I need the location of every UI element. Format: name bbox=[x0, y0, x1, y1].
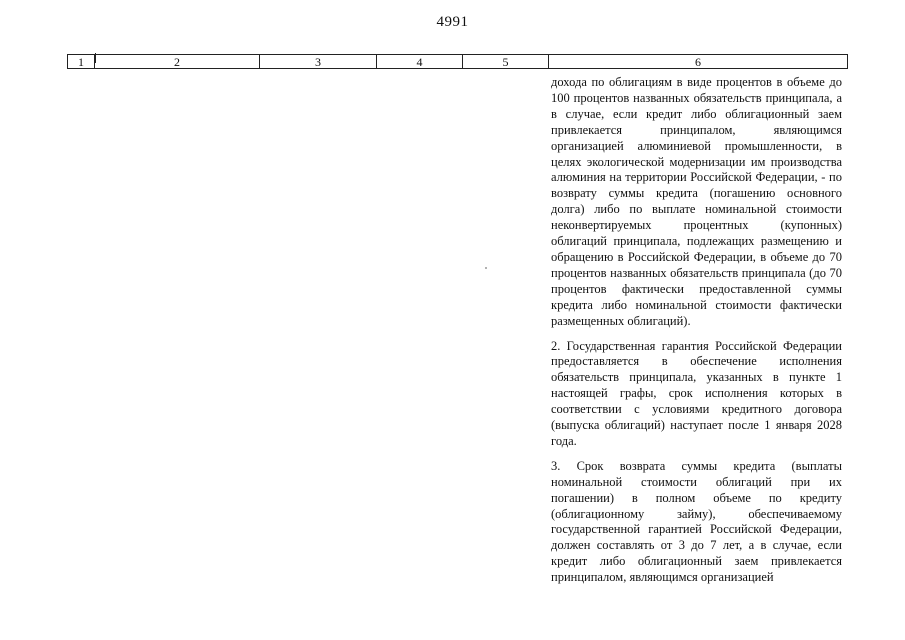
header-tick-mark bbox=[95, 53, 96, 63]
paragraph-item-3: 3. Срок возврата суммы кредита (выплаты номинальной стоимости облигаций при их погашении) в полном объеме по кредиту (облигационному займу), обеспечиваемому государственной гарантией Российской Федерации, должен составлять от 3 до 7 лет, а в случае, если кредит либо облигационный заем привлекается принципалом, являющимся организацией bbox=[551, 458, 842, 585]
column-number-2: 2 bbox=[95, 55, 260, 68]
paragraph-item-2: 2. Государственная гарантия Российской Федерации предоставляется в обеспечение исполнения обязательств принципала, указанных в пункте 1 настоящей графы, срок исполнения которых в соответствии с условиями кредитного договора (выпуска облигаций) наступает после 1 января 2028 года. bbox=[551, 338, 842, 448]
column-number-4: 4 bbox=[377, 55, 463, 68]
scan-speck bbox=[485, 267, 487, 269]
column-number-1: 1 bbox=[68, 55, 95, 68]
column-number-6: 6 bbox=[695, 55, 701, 69]
table-column-header-row bbox=[67, 54, 848, 69]
column-6-text bbox=[551, 75, 842, 595]
paragraph-continuation: дохода по облигациям в виде процентов в объеме до 100 процентов названных обязательств принципала, а в случае, если кредит либо облигационный заем привлекается принципалом, являющимся организацией алюминиевой промышленности, в целях экологической модернизации им производства алюминия на территории Российской Федерации, - по возврату суммы кредита (погашению основного долга) либо по выплате номинальной стоимости неконвертируемых процентных (купонных) облигаций принципала, подлежащих размещению и обращению в Российской Федерации, в объеме до 70 процентов названных обязательств принципала (до 70 процентов фактически предоставленной суммы кредита либо номинальной стоимости фактически размещенных облигаций). bbox=[551, 75, 842, 328]
column-number-3: 3 bbox=[260, 55, 377, 68]
page-number: 4991 bbox=[436, 14, 469, 30]
column-number-5: 5 bbox=[463, 55, 549, 68]
